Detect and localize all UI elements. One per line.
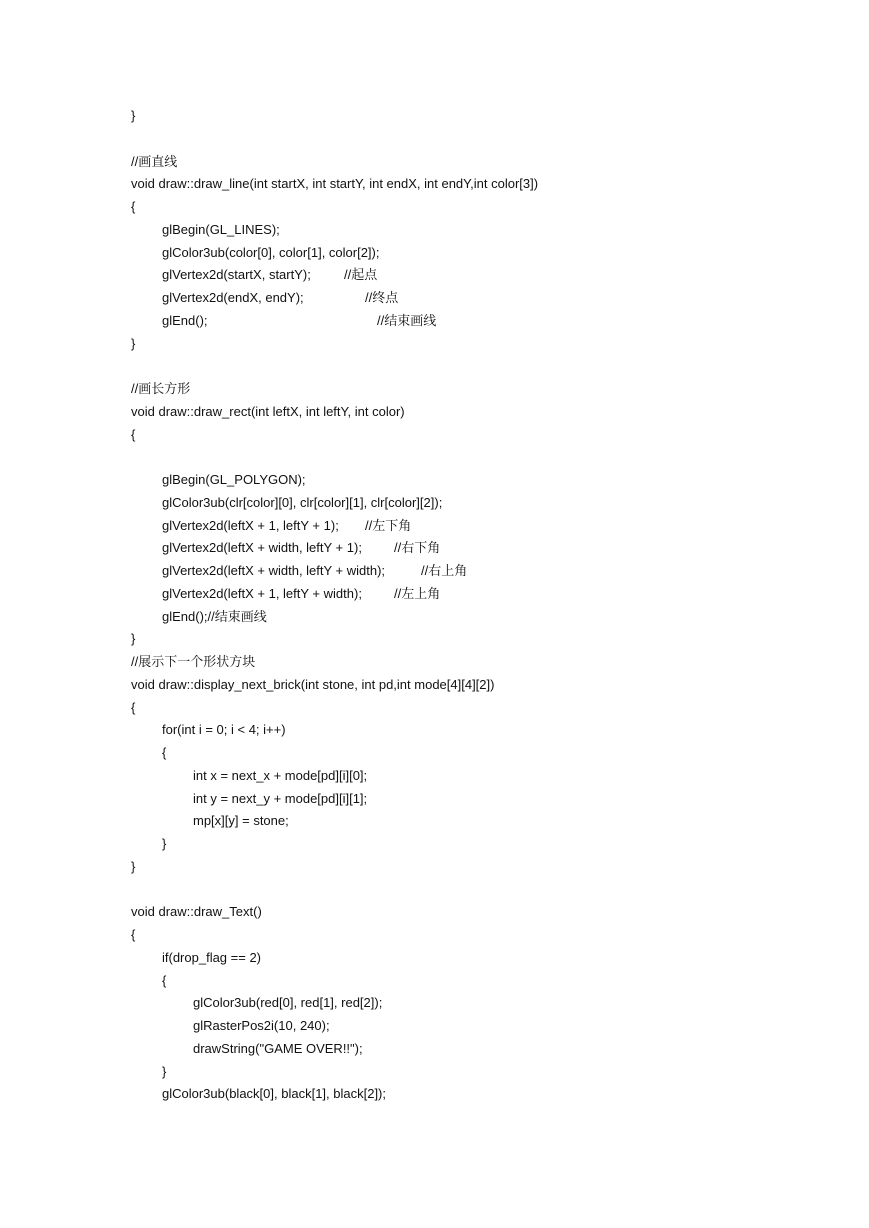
code-line <box>131 583 538 606</box>
code-line <box>131 628 538 651</box>
code-line <box>131 173 538 196</box>
code-text: glColor3ub(color[0], color[1], color[2]); <box>162 244 380 260</box>
code-line <box>131 947 538 970</box>
code-text: void draw::draw_rect(int leftX, int leftY, int color) <box>131 403 405 419</box>
code-text: } <box>162 836 167 851</box>
code-line <box>131 1038 538 1061</box>
code-line <box>131 151 538 174</box>
code-line <box>131 1061 538 1084</box>
code-text: } <box>131 108 136 123</box>
code-line <box>131 697 538 720</box>
code-text: if(drop_flag == 2) <box>162 949 262 965</box>
code-text: glVertex2d(startX, startY); <box>162 267 311 283</box>
code-text: void draw::display_next_brick(int stone, int pd,int mode[4][4][2]) <box>131 676 495 692</box>
code-text: { <box>162 972 167 988</box>
code-line <box>131 287 538 310</box>
code-comment: //左上角 <box>394 585 441 601</box>
code-line <box>131 333 538 356</box>
code-text: //画长方形 <box>131 381 191 396</box>
code-line <box>131 515 538 538</box>
code-text: drawString("GAME OVER!!"); <box>193 1040 363 1056</box>
code-line <box>131 810 538 833</box>
code-text: mp[x][y] = stone; <box>193 813 289 829</box>
code-text: { <box>131 199 136 214</box>
code-comment: //左下角 <box>365 517 412 533</box>
code-line <box>131 446 538 469</box>
code-line <box>131 310 538 333</box>
code-comment: //起点 <box>344 267 378 283</box>
code-text: } <box>131 858 136 874</box>
code-comment: //结束画线 <box>377 312 437 328</box>
code-line <box>131 765 538 788</box>
code-line <box>131 879 538 902</box>
code-line <box>131 128 538 151</box>
code-text: { <box>131 699 136 715</box>
code-line <box>131 1083 538 1106</box>
code-text: { <box>131 426 136 442</box>
code-line <box>131 105 538 128</box>
code-line <box>131 651 538 674</box>
code-text: for(int i = 0; i < 4; i++) <box>162 722 286 738</box>
code-text: int x = next_x + mode[pd][i][0]; <box>193 767 368 783</box>
code-text: void draw::draw_line(int startX, int startY, int endX, int endY,int color[3]) <box>131 176 539 192</box>
code-text: glRasterPos2i(10, 240); <box>193 1018 330 1033</box>
code-line <box>131 856 538 879</box>
code-comment: //右下角 <box>394 540 441 556</box>
code-line <box>131 560 538 583</box>
code-line <box>131 378 538 401</box>
code-text: void draw::draw_Text() <box>131 904 262 920</box>
code-listing <box>131 105 538 1106</box>
code-text: } <box>131 631 136 647</box>
code-line <box>131 537 538 560</box>
code-line <box>131 719 538 742</box>
code-line <box>131 492 538 515</box>
code-comment: //终点 <box>365 290 399 305</box>
code-line <box>131 970 538 993</box>
code-text: glColor3ub(red[0], red[1], red[2]); <box>193 995 383 1011</box>
code-line <box>131 196 538 219</box>
code-line <box>131 401 538 424</box>
code-comment: //右上角 <box>421 563 468 578</box>
code-text: glColor3ub(clr[color][0], clr[color][1], clr[color][2]); <box>162 494 443 510</box>
code-line <box>131 242 538 265</box>
code-line <box>131 264 538 287</box>
code-text: int y = next_y + mode[pd][i][1]; <box>193 790 368 806</box>
code-line <box>131 219 538 242</box>
code-line <box>131 424 538 447</box>
code-line <box>131 606 538 629</box>
code-line <box>131 992 538 1015</box>
code-text: } <box>162 1063 167 1079</box>
code-text: { <box>162 745 167 760</box>
code-text: glBegin(GL_LINES); <box>162 221 280 237</box>
code-line <box>131 788 538 811</box>
code-line <box>131 469 538 492</box>
code-text: } <box>131 335 136 351</box>
code-text: glVertex2d(leftX + width, leftY + 1); <box>162 540 362 556</box>
code-text: { <box>131 927 136 942</box>
code-line <box>131 1015 538 1038</box>
code-text: //展示下一个形状方块 <box>131 654 256 669</box>
code-line <box>131 355 538 378</box>
code-text: glVertex2d(leftX + width, leftY + width); <box>162 563 386 578</box>
code-text: glVertex2d(endX, endY); <box>162 290 304 305</box>
code-text: glEnd(); <box>162 312 208 328</box>
code-line <box>131 833 538 856</box>
code-line <box>131 742 538 765</box>
code-line <box>131 674 538 697</box>
code-text: glVertex2d(leftX + 1, leftY + 1); <box>162 517 339 533</box>
code-text: glBegin(GL_POLYGON); <box>162 472 306 487</box>
code-line <box>131 901 538 924</box>
code-text: glEnd();//结束画线 <box>162 608 267 624</box>
code-text: //画直线 <box>131 153 178 169</box>
code-line <box>131 924 538 947</box>
code-text: glVertex2d(leftX + 1, leftY + width); <box>162 585 362 601</box>
code-text: glColor3ub(black[0], black[1], black[2]); <box>162 1086 386 1102</box>
